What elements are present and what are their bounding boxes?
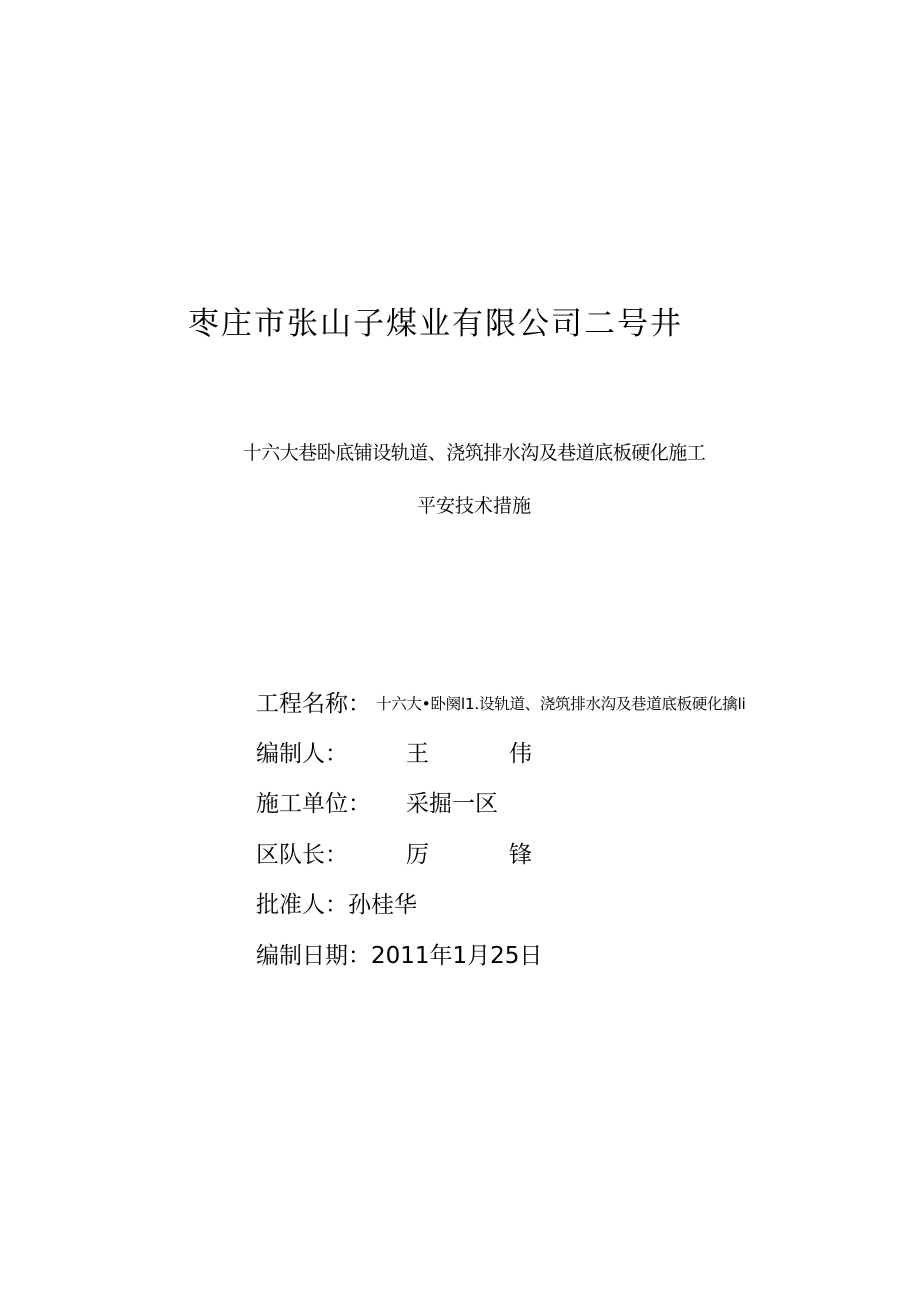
field-value: 孙桂华	[348, 892, 417, 918]
field-label: 编制日期：	[256, 943, 371, 969]
field-value-part-1: 王	[406, 741, 429, 767]
field-value-part-1: 厉	[406, 842, 429, 868]
field-project-name	[256, 685, 746, 718]
field-label: 工程名称：	[256, 691, 371, 717]
document-title: 十六大巷卧底铺设轨道、浇筑排水沟及巷道底板硬化施工	[242, 442, 706, 464]
field-label: 编制人：	[256, 741, 348, 767]
field-value: 采掘一区	[406, 791, 498, 817]
field-value: 十六大•卧阕l1.设轨道、浇筑排水沟及巷道底板硬化擒li	[376, 695, 746, 713]
field-construction-unit	[256, 785, 498, 818]
field-label: 批准人：	[256, 892, 348, 918]
field-author	[256, 735, 532, 768]
field-label: 区队长：	[256, 842, 348, 868]
field-compile-date	[256, 937, 542, 970]
field-team-leader	[256, 836, 532, 869]
company-name: 枣庄市张山子煤业有限公司二号井	[188, 306, 683, 342]
field-label: 施工单位：	[256, 791, 371, 817]
document-subtitle: 平安技术措施	[416, 495, 531, 517]
field-value-part-2: 伟	[509, 741, 532, 767]
field-approver	[256, 886, 417, 919]
field-value-part-2: 锋	[509, 842, 532, 868]
field-value: 2011年1月25日	[371, 943, 543, 969]
